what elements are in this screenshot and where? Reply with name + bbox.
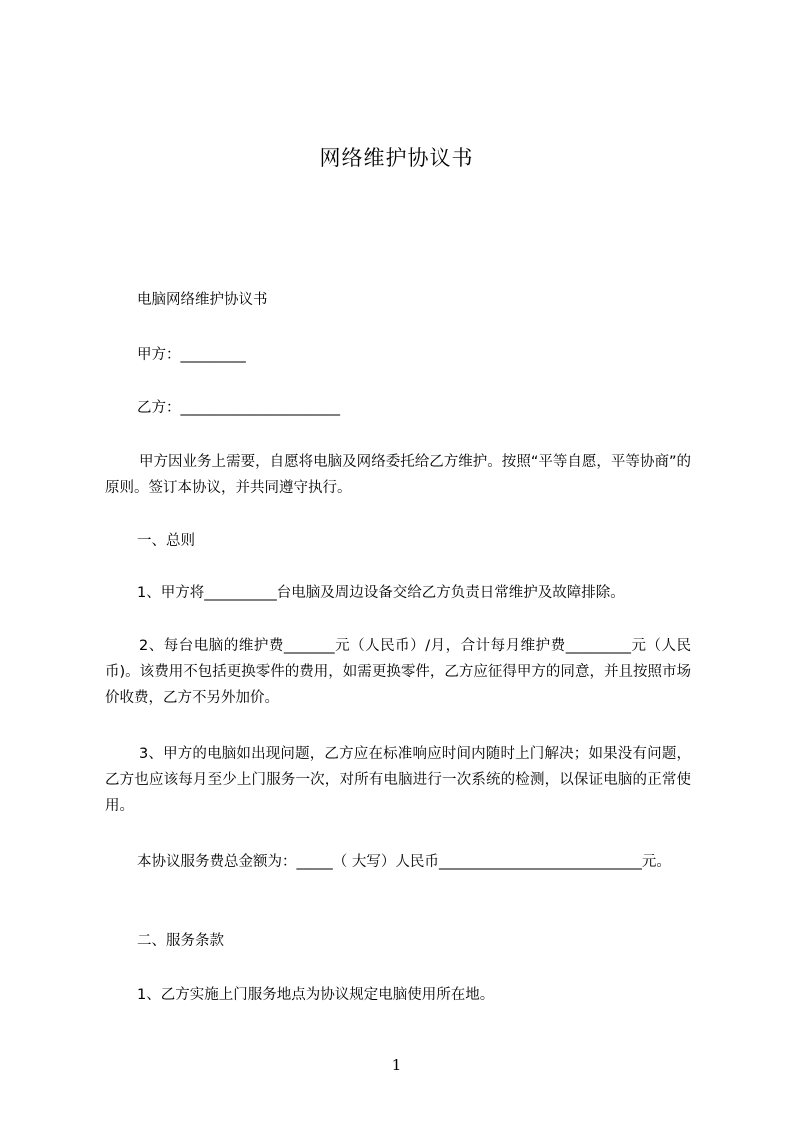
party-a-line: 甲方：_________ [137, 347, 246, 363]
clause-2-1: 1、乙方实施上门服务地点为协议规定电脑使用所在地。 [137, 987, 495, 1003]
clause-1-1: 1、甲方将__________台电脑及周边设备交给乙方负责日常维护及故障排除。 [137, 585, 625, 601]
clause-1-3: 3、甲方的电脑如出现问题，乙方应在标准响应时间内随时上门解决；如果没有问题，乙方也应该每月至少上门服务一次，对所有电脑进行一次系统的检测，以保证电脑的正常使用。 [105, 746, 691, 814]
party-b-line: 乙方：______________________ [137, 400, 340, 416]
intro-paragraph: 甲方因业务上需要，自愿将电脑及网络委托给乙方维护。按照“平等自愿，平等协商”的原则。签订本协议，并共同遵守执行。 [105, 454, 691, 496]
document-subtitle: 电脑网络维护协议书 [137, 292, 268, 308]
section-heading-service-terms: 二、服务条款 [137, 933, 224, 949]
total-fee-paragraph: 本协议服务费总金额为：_____（ 大写）人民币____________________________元。 [137, 854, 671, 870]
document-title: 网络维护协议书 [319, 146, 474, 170]
page-number: 1 [391, 1056, 402, 1074]
section-heading-general: 一、总则 [137, 533, 195, 549]
clause-1-2: 2、每台电脑的维护费_______元（人民币）/月，合计每月维护费_________元（人民币)。该费用不包括更换零件的费用，如需更换零件，乙方应征得甲方的同意，并且按照市场价收费，乙方不另外加价。 [105, 638, 691, 706]
